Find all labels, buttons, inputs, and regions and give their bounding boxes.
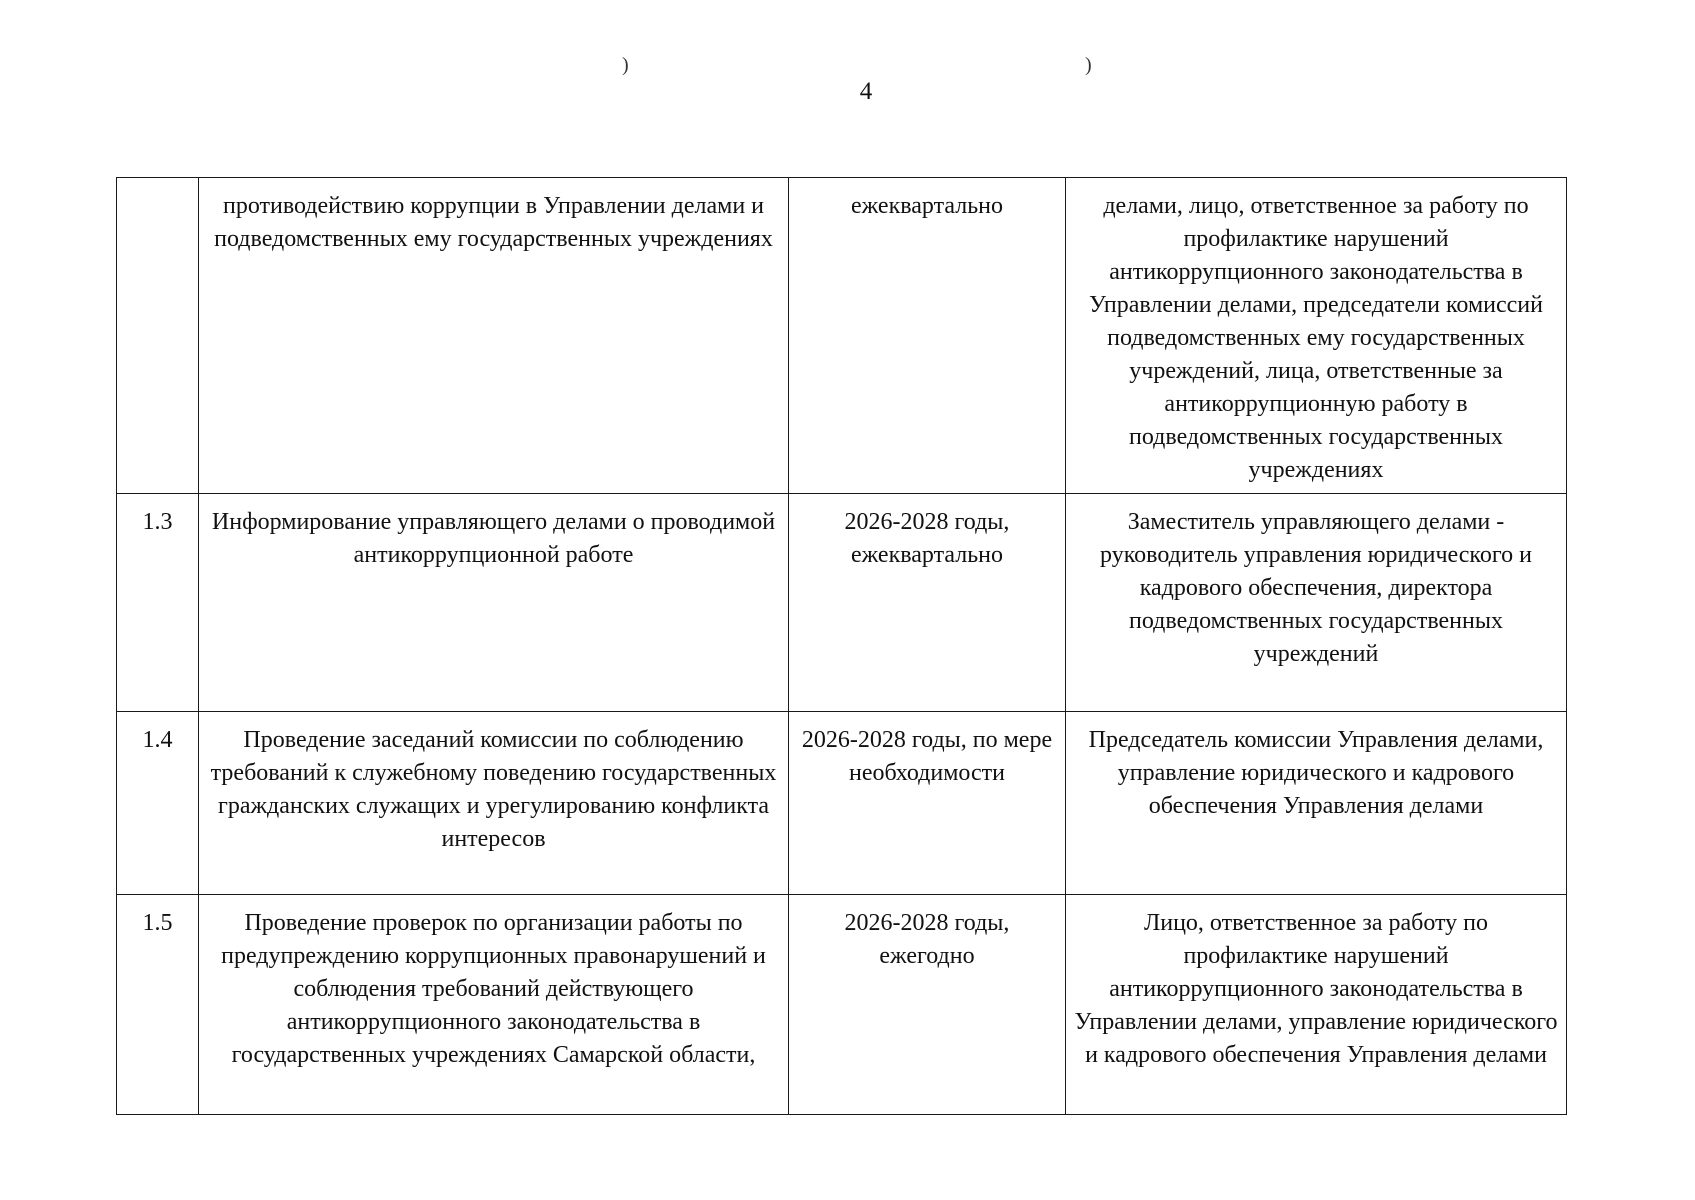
margin-mark-right: ) xyxy=(1085,54,1092,76)
measure-cell: противодействию коррупции в Управлении делами и подведомственных ему государственных учреждениях xyxy=(199,178,789,494)
responsible-cell: Лицо, ответственное за работу по профилактике нарушений антикоррупционного законодательства в Управлении делами, управление юридического и кадрового обеспечения Управления делами xyxy=(1066,895,1567,1115)
row-number-cell xyxy=(117,178,199,494)
period-cell: 2026-2028 годы, по мере необходимости xyxy=(789,712,1066,895)
row-number-cell: 1.4 xyxy=(117,712,199,895)
responsible-cell: Председатель комиссии Управления делами, управление юридического и кадрового обеспечения Управления делами xyxy=(1066,712,1567,895)
measures-table xyxy=(116,177,1567,1115)
responsible-cell: делами, лицо, ответственное за работу по профилактике нарушений антикоррупционного законодательства в Управлении делами, председатели комиссий подведомственных ему государственных учреждений, лица, ответственные за антикоррупционную работу в подведомственных государственных учреждениях xyxy=(1066,178,1567,494)
responsible-cell: Заместитель управляющего делами - руководитель управления юридического и кадрового обеспечения, директора подведомственных государственных учреждений xyxy=(1066,494,1567,712)
measure-cell: Проведение заседаний комиссии по соблюдению требований к служебному поведению государственных гражданских служащих и урегулированию конфликта интересов xyxy=(199,712,789,895)
page-number: 4 xyxy=(859,78,873,105)
row-number-cell: 1.5 xyxy=(117,895,199,1115)
measure-cell: Информирование управляющего делами о проводимой антикоррупционной работе xyxy=(199,494,789,712)
table-row xyxy=(117,712,1567,895)
table-row xyxy=(117,494,1567,712)
period-cell: 2026-2028 годы, ежегодно xyxy=(789,895,1066,1115)
period-cell: 2026-2028 годы, ежеквартально xyxy=(789,494,1066,712)
row-number-cell: 1.3 xyxy=(117,494,199,712)
margin-mark-left: ) xyxy=(622,54,629,76)
table-row xyxy=(117,178,1567,494)
table-row xyxy=(117,895,1567,1115)
period-cell: ежеквартально xyxy=(789,178,1066,494)
measure-cell: Проведение проверок по организации работы по предупреждению коррупционных правонарушений и соблюдения требований действующего антикоррупционного законодательства в государственных учреждениях Самарской области, xyxy=(199,895,789,1115)
